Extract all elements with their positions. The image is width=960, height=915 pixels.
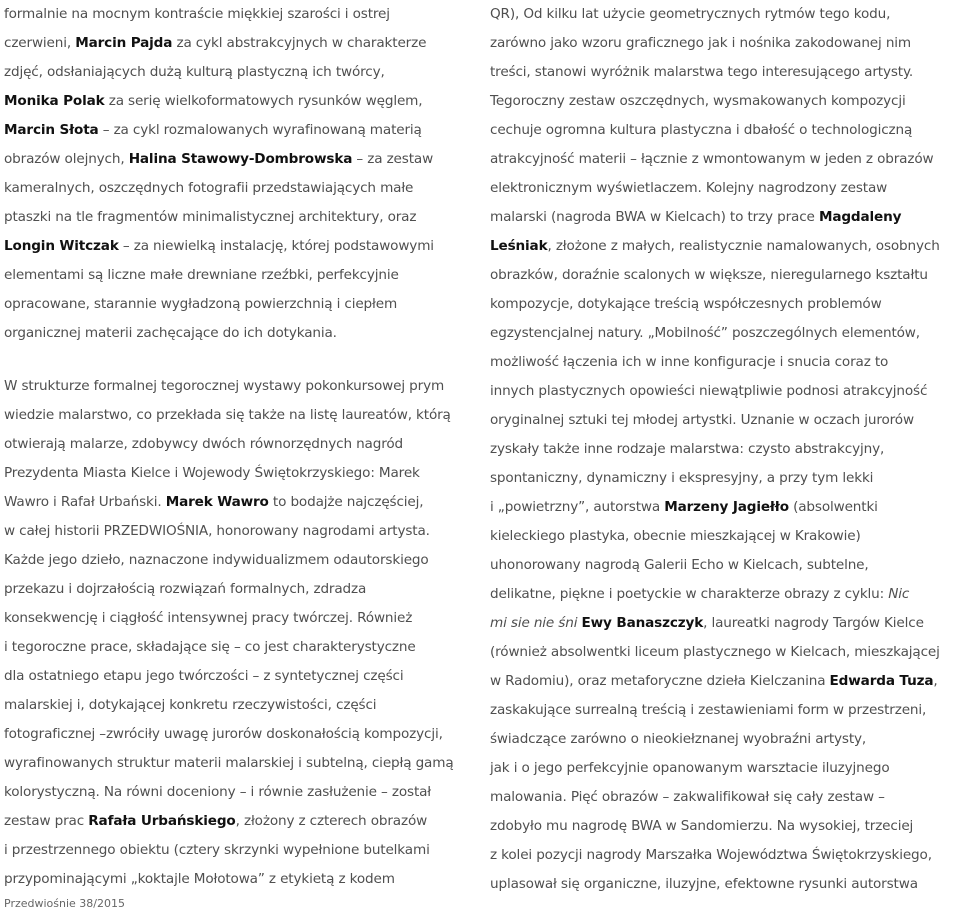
- text-line: [4, 546, 474, 575]
- text-line: [490, 203, 960, 232]
- left-column: [4, 0, 474, 894]
- text-run: zyskały także inne rodzaje malarstwa: czysto abstrakcyjny,: [490, 441, 885, 457]
- text-line: [490, 754, 960, 783]
- text-line: [4, 319, 474, 348]
- text-line: [4, 691, 474, 720]
- text-line: [490, 435, 960, 464]
- text-run: – za cykl rozmalowanych wyrafinowaną materią: [98, 122, 422, 138]
- text-line: [4, 662, 474, 691]
- text-run: oryginalnej sztuki tej młodej artystki. Uznanie w oczach jurorów: [490, 412, 914, 428]
- text-line: [490, 783, 960, 812]
- text-line: [4, 488, 474, 517]
- text-run: za serię wielkoformatowych rysunków węglem,: [104, 93, 423, 109]
- text-line: [490, 696, 960, 725]
- bold-name: Halina Stawowy-Dombrowska: [128, 151, 353, 167]
- text-line: [490, 841, 960, 870]
- text-line: [4, 290, 474, 319]
- italic-title: Nic: [888, 586, 910, 602]
- text-run: czerwieni,: [4, 35, 76, 51]
- bold-name: Marcin Słota: [4, 122, 99, 138]
- text-run: kieleckiego plastyka, obecnie mieszkającej w Krakowie): [490, 528, 861, 544]
- bold-name: Rafała Urbańskiego: [88, 813, 236, 829]
- text-line: [4, 29, 474, 58]
- text-line: [4, 261, 474, 290]
- text-run: cechuje ogromna kultura plastyczna i dbałość o technologiczną: [490, 122, 913, 138]
- text-line: [490, 493, 960, 522]
- text-run: przypominającymi „koktajle Mołotowa” z etykietą z kodem: [4, 871, 395, 887]
- text-line: [490, 261, 960, 290]
- text-line: [4, 604, 474, 633]
- text-run: malowania. Pięć obrazów – zakwalifikował się cały zestaw –: [490, 789, 885, 805]
- text-run: Wawro i Rafał Urbański.: [4, 494, 166, 510]
- text-line: [4, 372, 474, 401]
- bold-name: Longin Witczak: [4, 238, 119, 254]
- text-run: kompozycje, dotykające treścią współczesnych problemów: [490, 296, 882, 312]
- text-run: możliwość łączenia ich w inne konfiguracje i snucia coraz to: [490, 354, 889, 370]
- text-run: (absolwentki: [788, 499, 878, 515]
- text-run: w całej historii PRZEDWIOŚNIA, honorowany nagrodami artysta.: [4, 523, 430, 539]
- text-line: [490, 319, 960, 348]
- text-line: [490, 174, 960, 203]
- text-line: [490, 638, 960, 667]
- text-run: Tegoroczny zestaw oszczędnych, wysmakowanych kompozycji: [490, 93, 906, 109]
- text-run: organicznej materii zachęcające do ich dotykania.: [4, 325, 337, 341]
- text-run: zestaw prac: [4, 813, 89, 829]
- text-line: [490, 667, 960, 696]
- text-run: (również absolwentki liceum plastycznego w Kielcach, mieszkającej: [490, 644, 940, 660]
- text-line: [490, 580, 960, 609]
- text-line: [4, 174, 474, 203]
- text-line: [490, 0, 960, 29]
- text-run: za cykl abstrakcyjnych w charakterze: [172, 35, 427, 51]
- text-run: Prezydenta Miasta Kielce i Wojewody Świętokrzyskiego: Marek: [4, 465, 420, 481]
- text-line: [490, 145, 960, 174]
- text-run: ptaszki na tle fragmentów minimalistycznej architektury, oraz: [4, 209, 417, 225]
- text-run: zdobyło mu nagrodę BWA w Sandomierzu. Na wysokiej, trzeciej: [490, 818, 914, 834]
- italic-title: mi sie nie śni: [490, 615, 578, 631]
- text-run: wiedzie malarstwo, co przekłada się także na listę laureatów, którą: [4, 407, 451, 423]
- text-line: [490, 406, 960, 435]
- text-run: ,: [933, 673, 938, 689]
- text-run: atrakcyjność materii – łącznie z wmontowanym w jeden z obrazów: [490, 151, 934, 167]
- text-run: malarski (nagroda BWA w Kielcach) to trzy prace: [490, 209, 819, 225]
- text-run: , laureatki nagrody Targów Kielce: [703, 615, 924, 631]
- text-line: [4, 145, 474, 174]
- bold-name: Leśniak: [490, 238, 548, 254]
- text-line: [4, 720, 474, 749]
- text-line: [4, 517, 474, 546]
- paragraph-continuation: [490, 0, 960, 899]
- text-run: , złożone z małych, realistycznie namalowanych, osobnych: [547, 238, 940, 254]
- text-run: treści, stanowi wyróżnik malarstwa tego interesującego artysty.: [490, 64, 914, 80]
- text-run: i „powietrzny”, autorstwa: [490, 499, 665, 515]
- text-run: kameralnych, oszczędnych fotografii przedstawiających małe: [4, 180, 414, 196]
- text-run: innych plastycznych opowieści niewątpliwie podnosi atrakcyjność: [490, 383, 928, 399]
- text-run: spontaniczny, dynamiczny i ekspresyjny, a przy tym lekki: [490, 470, 874, 486]
- text-line: [490, 725, 960, 754]
- text-line: [4, 778, 474, 807]
- text-line: [4, 865, 474, 894]
- text-line: [490, 870, 960, 899]
- text-run: – za niewielką instalację, której podstawowymi: [118, 238, 434, 254]
- text-line: [4, 58, 474, 87]
- text-run: konsekwencję i ciągłość intensywnej pracy twórczej. Również: [4, 610, 413, 626]
- text-run: zarówno jako wzoru graficznego jak i nośnika zakodowanej nim: [490, 35, 912, 51]
- text-run: opracowane, starannie wygładzoną powierzchnią i ciepłem: [4, 296, 398, 312]
- right-column: [490, 0, 960, 899]
- text-line: [490, 116, 960, 145]
- text-line: [490, 551, 960, 580]
- text-run: obrazków, doraźnie scalonych w większe, nieregularnego kształtu: [490, 267, 928, 283]
- text-run: przekazu i dojrzałością rozwiązań formalnych, zdradza: [4, 581, 367, 597]
- text-line: [4, 203, 474, 232]
- text-line: [490, 290, 960, 319]
- text-run: obrazów olejnych,: [4, 151, 129, 167]
- text-line: [490, 812, 960, 841]
- bold-name: Marzeny Jagiełło: [664, 499, 789, 515]
- text-run: uhonorowany nagrodą Galerii Echo w Kielcach, subtelne,: [490, 557, 869, 573]
- text-line: [490, 58, 960, 87]
- text-run: – za zestaw: [352, 151, 434, 167]
- text-run: i przestrzennego obiektu (cztery skrzynki wypełnione butelkami: [4, 842, 430, 858]
- text-run: jak i o jego perfekcyjnie opanowanym warsztacie iluzyjnego: [490, 760, 890, 776]
- text-line: [4, 807, 474, 836]
- text-run: dla ostatniego etapu jego twórczości – z syntetycznej części: [4, 668, 404, 684]
- text-run: z kolei pozycji nagrody Marszałka Województwa Świętokrzyskiego,: [490, 847, 932, 863]
- bold-name: Magdaleny: [818, 209, 902, 225]
- text-run: kolorystyczną. Na równi doceniony – i równie zasłużenie – został: [4, 784, 432, 800]
- text-run: delikatne, piękne i poetyckie w charakterze obrazy z cyklu:: [490, 586, 889, 602]
- bold-name: Marcin Pajda: [75, 35, 173, 51]
- text-run: egzystencjalnej natury. „Mobilność” poszczególnych elementów,: [490, 325, 920, 341]
- bold-name: Ewy Banaszczyk: [581, 615, 704, 631]
- text-line: [4, 575, 474, 604]
- paragraph-painting-laureates: [4, 372, 474, 894]
- text-line: [490, 377, 960, 406]
- text-line: [4, 459, 474, 488]
- text-run: to bodajże najczęściej,: [268, 494, 424, 510]
- text-line: [490, 522, 960, 551]
- text-run: w Radomiu), oraz metaforyczne dzieła Kielczanina: [490, 673, 830, 689]
- paragraph-awards-list: [4, 0, 474, 348]
- bold-name: Marek Wawro: [165, 494, 269, 510]
- text-line: [4, 430, 474, 459]
- bold-name: Monika Polak: [4, 93, 105, 109]
- bold-name: Edwarda Tuza: [829, 673, 934, 689]
- text-run: , złożony z czterech obrazów: [235, 813, 428, 829]
- text-line: [490, 348, 960, 377]
- text-run: elektronicznym wyświetlaczem. Kolejny nagrodzony zestaw: [490, 180, 888, 196]
- text-line: [490, 464, 960, 493]
- paragraph-gap: [4, 348, 474, 372]
- text-run: i tegoroczne prace, składające się – co jest charakterystyczne: [4, 639, 416, 655]
- text-line: [4, 0, 474, 29]
- text-run: Każde jego dzieło, naznaczone indywidualizmem odautorskiego: [4, 552, 429, 568]
- text-line: [4, 749, 474, 778]
- text-run: zaskakujące surrealną treścią i zestawieniami form w przestrzeni,: [490, 702, 927, 718]
- text-run: QR), Od kilku lat użycie geometrycznych rytmów tego kodu,: [490, 6, 891, 22]
- text-run: malarskiej i, dotykającej konkretu rzeczywistości, części: [4, 697, 377, 713]
- text-line: [4, 87, 474, 116]
- text-run: elementami są liczne małe drewniane rzeźbki, perfekcyjnie: [4, 267, 399, 283]
- text-run: otwierają malarze, zdobywcy dwóch równorzędnych nagród: [4, 436, 404, 452]
- text-line: [490, 609, 960, 638]
- text-line: [4, 836, 474, 865]
- text-run: W strukturze formalnej tegorocznej wystawy pokonkursowej prym: [4, 378, 445, 394]
- text-run: fotograficznej –zwróciły uwagę jurorów doskonałością kompozycji,: [4, 726, 443, 742]
- text-line: [490, 232, 960, 261]
- text-run: formalnie na mocnym kontraście miękkiej szarości i ostrej: [4, 6, 390, 22]
- page-footer: Przedwiośnie 38/2015: [4, 897, 125, 910]
- text-run: uplasował się organiczne, iluzyjne, efektowne rysunki autorstwa: [490, 876, 918, 892]
- text-line: [490, 87, 960, 116]
- text-run: świadczące zarówno o nieokiełznanej wyobraźni artysty,: [490, 731, 867, 747]
- text-line: [490, 29, 960, 58]
- text-line: [4, 116, 474, 145]
- text-run: wyrafinowanych struktur materii malarskiej i subtelną, ciepłą gamą: [4, 755, 454, 771]
- text-line: [4, 401, 474, 430]
- text-line: [4, 633, 474, 662]
- text-line: [4, 232, 474, 261]
- text-run: zdjęć, odsłaniających dużą kulturą plastyczną ich twórcy,: [4, 64, 385, 80]
